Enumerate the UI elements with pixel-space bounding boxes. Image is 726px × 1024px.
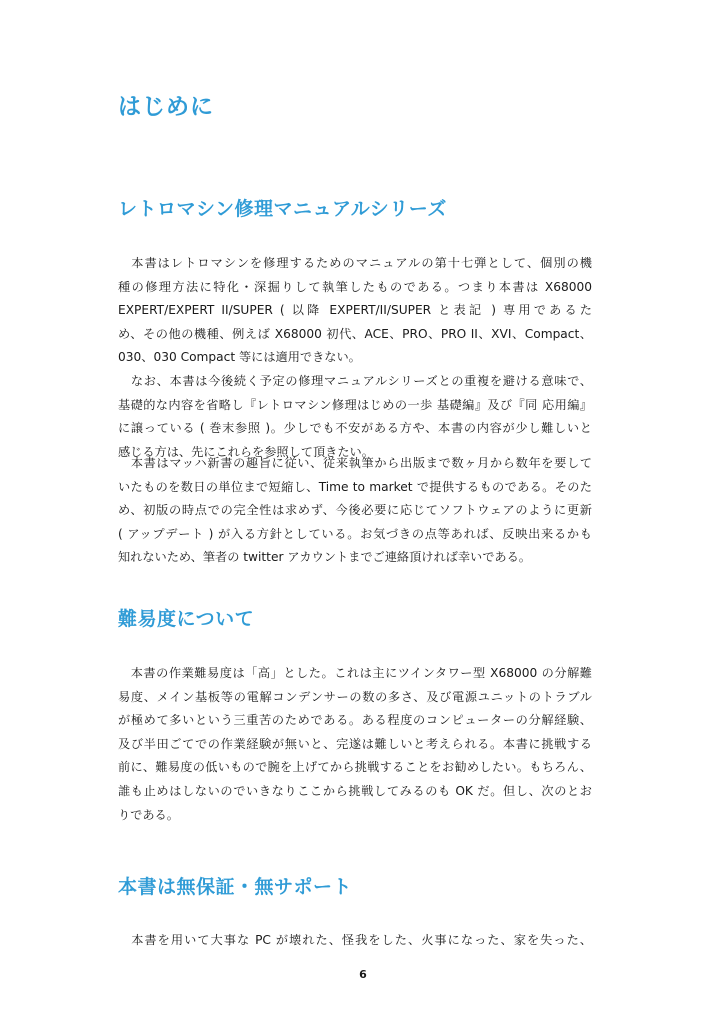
section-heading-retro-series: レトロマシン修理マニュアルシリーズ [118,198,447,220]
section-heading-difficulty: 難易度について [118,608,255,630]
text-line: 030、030 Compact 等には適用できない。 [118,350,361,365]
paragraph-mach-shinsho [118,452,592,570]
text-line: 本書はマッハ新書の趣旨に従い、従来執筆から出版まで数ヶ月から数年を要して [118,456,592,470]
section-heading-no-warranty: 本書は無保証・無サポート [118,876,353,898]
text-line: いたものを数日の単位まで短縮し、Time to market で提供するものである。そのた [118,479,592,494]
text-line: 種の修理方法に特化・深掘りして執筆したものである。つまり本書は X68000 [118,279,592,294]
text-line: め、初版の時点での完全性は求めず、今後必要に応じてソフトウェアのように更新 [118,503,592,518]
text-line: め、その他の機種、例えば X68000 初代、ACE、PRO、PRO II、XVI、Compact、 [118,326,592,341]
text-line: りである。 [118,807,179,822]
text-line: に譲っている ( 巻末参照 )。少しでも不安がある方や、本書の内容が少し難しいと [118,421,592,436]
text-line: 前に、難易度の低いもので腕を上げてから挑戦することをお勧めしたい。もちろん、 [118,760,592,775]
page-number: 6 [359,968,367,981]
text-line: なお、本書は今後続く予定の修理マニュアルシリーズとの重複を避ける意味で、 [118,374,592,388]
text-line: ( アップデート ) が入る方針としている。お気づきの点等あれば、反映出来るかも [118,526,592,541]
paragraph-intro [118,252,592,370]
text-line: EXPERT/EXPERT II/SUPER ( 以降 EXPERT/II/SUPER と表記 ) 専用であるた [118,303,592,318]
text-line: 易度、メイン基板等の電解コンデンサーの数の多さ、及び電源ユニットのトラブル [118,689,592,704]
text-line: 基礎的な内容を省略し『レトロマシン修理はじめの一歩 基礎編』及び『同 応用編』 [118,397,592,412]
text-line: が極めて多いという三重苦のためである。ある程度のコンピューターの分解経験、 [118,713,592,728]
paragraph-prerequisite [118,370,592,464]
text-line: 誰も止めはしないのでいきなりここから挑戦してみるのも OK だ。但し、次のとお [118,783,592,798]
text-line: 及び半田ごてでの作業経験が無いと、完遂は難しいと考えられる。本書に挑戦する [118,736,592,751]
text-line: 本書の作業難易度は「高」とした。これは主にツインタワー型 X68000 の分解難 [118,666,592,680]
text-line: 本書はレトロマシンを修理するためのマニュアルの第十七弾として、個別の機 [118,256,592,270]
text-line: 本書を用いて大事な PC が壊れた、怪我をした、火事になった、家を失った、 [118,933,592,947]
paragraph-no-warranty [118,929,592,953]
paragraph-difficulty [118,662,592,827]
page-title: はじめに [118,94,214,120]
text-line: 感じる方は、先にこれらを参照して頂きたい。 [118,444,374,459]
text-line: 知れないため、筆者の twitter アカウントまでご連絡頂ければ幸いである。 [118,550,531,565]
